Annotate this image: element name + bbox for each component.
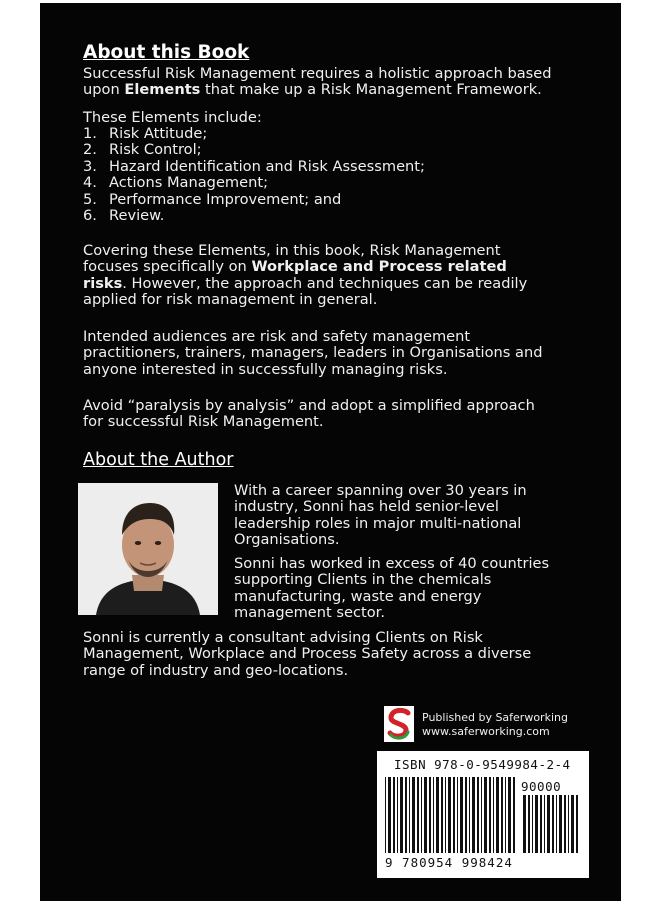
- barcode-bar: [544, 795, 545, 853]
- barcode-bar: [421, 777, 422, 853]
- barcode-bar: [433, 777, 434, 853]
- publisher-url: www.saferworking.com: [422, 725, 550, 738]
- list-item: 5. Performance Improvement; and: [83, 190, 342, 208]
- barcode-addon-bars: [523, 795, 581, 853]
- barcode-bar: [493, 777, 494, 853]
- barcode-bar: [489, 777, 491, 853]
- saferworking-logo-icon: [384, 706, 414, 742]
- barcode-bar: [552, 795, 554, 853]
- barcode-bar: [400, 777, 403, 853]
- barcode-bar: [496, 777, 499, 853]
- barcode-bar: [556, 795, 557, 853]
- intro-line-1: Successful Risk Management requires a holistic approach based: [83, 65, 552, 82]
- paragraph-audience: Intended audiences are risk and safety management practitioners, trainers, managers, leaders in Organisations and anyone interested in successfully managing risks.: [83, 328, 543, 378]
- barcode-bar: [448, 777, 451, 853]
- elements-term: Elements: [124, 81, 201, 99]
- barcode-bar: [481, 777, 482, 853]
- barcode-bars: [385, 777, 517, 853]
- isbn-label: ISBN 978-0-9549984-2-4: [394, 757, 571, 772]
- barcode-bar: [568, 795, 569, 853]
- author-para-consultant: Sonni is currently a consultant advising Clients on Risk Management, Workplace and Process Safety across a diverse range of industry and geo-locations.: [83, 629, 532, 679]
- paragraph-focus: Covering these Elements, in this book, Risk Management focuses specifically on Workplace and Process related risks. However, the approach and techniques can be readily applied for risk management in general.: [83, 242, 528, 309]
- barcode-bar: [505, 777, 506, 853]
- author-portrait-image: [78, 483, 218, 615]
- barcode-bar: [576, 795, 578, 853]
- barcode-bar: [484, 777, 487, 853]
- barcode-bar: [385, 777, 386, 853]
- list-item: 2. Risk Control;: [83, 141, 202, 159]
- about-book-intro: [83, 66, 552, 99]
- publisher-block: [384, 706, 584, 742]
- publisher-name: Published by Saferworking: [422, 711, 568, 724]
- barcode-bar: [436, 777, 439, 853]
- barcode-bar: [441, 777, 443, 853]
- barcode-bar: [540, 795, 542, 853]
- barcode-bar: [445, 777, 446, 853]
- barcode-bar: [397, 777, 398, 853]
- author-para-career: With a career spanning over 30 years in industry, Sonni has held senior-level leadership roles in major multi-national Organisations.: [234, 482, 527, 549]
- barcode-bar: [429, 777, 431, 853]
- barcode-bar: [547, 795, 550, 853]
- price-code: 90000: [521, 779, 562, 794]
- book-back-cover: [40, 3, 621, 901]
- barcode-bar: [465, 777, 467, 853]
- about-author-heading: About the Author: [83, 450, 234, 470]
- intro-line-2: upon Elements that make up a Risk Management Framework.: [83, 81, 542, 99]
- barcode-bar: [571, 795, 574, 853]
- paragraph-avoid: Avoid “paralysis by analysis” and adopt a simplified approach for successful Risk Management.: [83, 397, 535, 431]
- barcode-bar: [535, 795, 538, 853]
- barcode-bar: [477, 777, 479, 853]
- ean-number: 9 780954 998424: [385, 855, 513, 870]
- barcode-bar: [559, 795, 562, 853]
- barcode-bar: [469, 777, 470, 853]
- barcode-bar: [412, 777, 415, 853]
- barcode-bar: [460, 777, 463, 853]
- author-para-countries: Sonni has worked in excess of 40 countries supporting Clients in the chemicals manufacturing, waste and energy management sector.: [234, 555, 550, 622]
- barcode-bar: [457, 777, 458, 853]
- barcode-bar: [564, 795, 566, 853]
- barcode-bar: [501, 777, 503, 853]
- isbn-barcode: [377, 751, 589, 878]
- author-photo: [78, 483, 218, 615]
- barcode-bar: [405, 777, 407, 853]
- publisher-text: [422, 711, 568, 739]
- about-book-heading: About this Book: [83, 42, 250, 63]
- barcode-bar: [523, 795, 526, 853]
- list-item: 4. Actions Management;: [83, 174, 268, 192]
- barcode-bar: [532, 795, 533, 853]
- barcode-bar: [453, 777, 455, 853]
- barcode-bar: [513, 777, 515, 853]
- barcode-bar: [528, 795, 530, 853]
- list-item: 3. Hazard Identification and Risk Assessment;: [83, 157, 425, 175]
- barcode-bar: [417, 777, 419, 853]
- barcode-bar: [393, 777, 395, 853]
- elements-list: [83, 126, 425, 224]
- list-item: 6. Review.: [83, 206, 165, 224]
- barcode-bar: [409, 777, 410, 853]
- list-item: 1. Risk Attitude;: [83, 125, 208, 142]
- workplace-process-term: Workplace and Process related: [251, 258, 507, 276]
- elements-intro: These Elements include:: [83, 109, 262, 126]
- barcode-bar: [508, 777, 511, 853]
- barcode-bar: [424, 777, 427, 853]
- barcode-bar: [472, 777, 475, 853]
- barcode-bar: [388, 777, 391, 853]
